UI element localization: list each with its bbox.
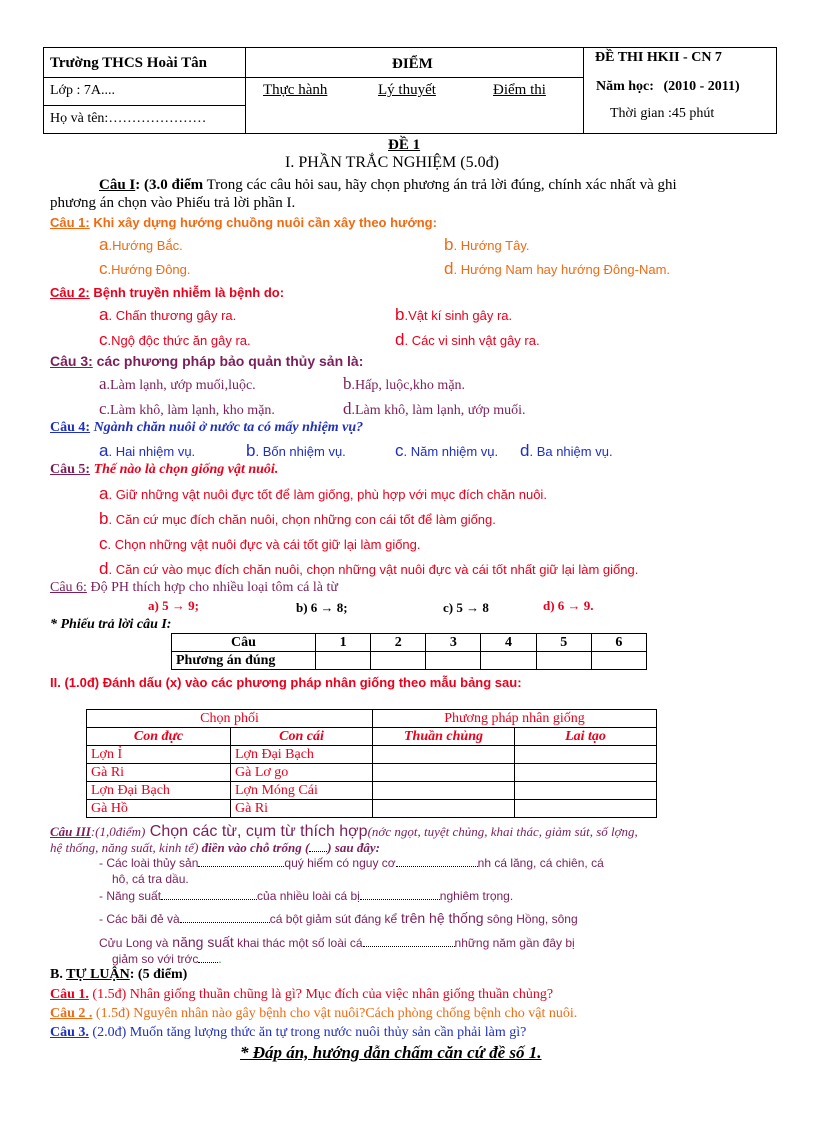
essay-q2: Câu 2 . (1.5đ) Nguyên nhân nào gây bệnh cho vật nuôi?Cách phòng chống bệnh cho vật nuôi. xyxy=(50,1006,578,1021)
question-5: Câu 5: Thế nào là chọn giống vật nuôi. xyxy=(50,462,279,477)
table-row xyxy=(87,746,657,764)
q2-option-b: b.Vật kí sinh gây ra. xyxy=(395,305,513,324)
fill-line-6: giảm so với trớc . xyxy=(112,952,222,966)
q5-option-c: c. Chọn những vật nuôi đực và cái tốt giữ lại làm giống. xyxy=(99,534,421,553)
table-cell: Lợn Đại Bạch xyxy=(231,746,373,764)
cau-iii-line1: Câu III:(1,0điểm) Chọn các từ, cụm từ thích hợp(nớc ngọt, tuyệt chủng, khai thác, giảm sút, số lợng, xyxy=(50,823,638,840)
answer-cell[interactable] xyxy=(536,652,591,670)
mark-cell[interactable] xyxy=(515,746,657,764)
breeding-table xyxy=(86,709,657,818)
q3-option-d: d.Làm khô, làm lạnh, ướp muối. xyxy=(343,399,526,418)
table-row xyxy=(172,634,647,652)
part1-title: I. PHẦN TRẮC NGHIỆM (5.0đ) xyxy=(285,154,499,171)
student-name-label: Họ và tên:………………… xyxy=(50,111,207,126)
table-cell: 1 xyxy=(316,634,371,652)
table-row xyxy=(87,710,657,728)
answer-cell[interactable] xyxy=(481,652,536,670)
answer-sheet-table xyxy=(171,633,647,670)
q5-option-a: a. Giữ những vật nuôi đực tốt để làm giống, phù hợp với mục đích chăn nuôi. xyxy=(99,484,547,503)
q5-option-d: d. Căn cứ vào mục đích chăn nuôi, chọn những vật nuôi đực và cái tốt nhất giữ lại làm giống. xyxy=(99,559,639,578)
mark-cell[interactable] xyxy=(373,800,515,818)
mark-cell[interactable] xyxy=(373,746,515,764)
q4-option-d: d. Ba nhiệm vụ. xyxy=(520,441,613,460)
school-year-label: Năm học: (2010 - 2011) xyxy=(596,79,740,94)
table-cell: 5 xyxy=(536,634,591,652)
table-cell: Gà Ri xyxy=(87,764,231,782)
q1-option-a: a.Hướng Bắc. xyxy=(99,235,183,254)
duration: Thời gian :45 phút xyxy=(610,106,715,121)
q6-option-c: c) 5 → 8 xyxy=(443,600,489,615)
mark-cell[interactable] xyxy=(515,800,657,818)
question-3: Câu 3: các phương pháp bảo quản thủy sản là: xyxy=(50,353,364,369)
answer-cell[interactable] xyxy=(591,652,646,670)
q6-option-a: a) 5 → 9; xyxy=(148,598,199,613)
q1-option-d: d. Hướng Nam hay hướng Đông-Nam. xyxy=(444,259,671,278)
table-cell: 3 xyxy=(426,634,481,652)
table-header: Phương pháp nhân giống xyxy=(373,710,657,728)
q6-option-b: b) 6 → 8; xyxy=(296,600,348,615)
table-header: Thuần chủng xyxy=(373,728,515,746)
score-col-theory: Lý thuyết xyxy=(378,82,436,98)
mark-cell[interactable] xyxy=(373,764,515,782)
de-title: ĐỀ 1 xyxy=(388,137,421,153)
blank[interactable] xyxy=(198,952,218,963)
table-cell: Gà Hồ xyxy=(87,800,231,818)
q2-option-c: c.Ngộ độc thức ăn gây ra. xyxy=(99,330,251,349)
class-label: Lớp : 7A.... xyxy=(50,83,115,98)
blank[interactable] xyxy=(396,856,478,867)
table-row xyxy=(87,800,657,818)
answer-sheet-title: * Phiếu trả lời câu I: xyxy=(50,617,172,632)
fill-line-2: hô, cá tra dầu. xyxy=(112,872,189,886)
q2-option-a: a. Chấn thương gây ra. xyxy=(99,305,237,324)
fill-line-4: - Các bãi đẻ và cá bột giảm sút đáng kể trên hệ thống sông Hồng, sông xyxy=(99,910,578,926)
essay-q3: Câu 3. (2.0đ) Muốn tăng lượng thức ăn tự trong nước nuôi thủy sản cần phải làm gì? xyxy=(50,1025,527,1040)
table-cell: 4 xyxy=(481,634,536,652)
answer-cell[interactable] xyxy=(426,652,481,670)
fill-line-1: - Các loài thủy sản quý hiếm có nguy cơ nh cá lăng, cá chiên, cá xyxy=(99,856,604,870)
cau-i-intro-2: phương án chọn vào Phiếu trả lời phần I. xyxy=(50,195,296,211)
table-row xyxy=(87,728,657,746)
score-col-practice: Thực hành xyxy=(263,82,328,98)
q4-option-a: a. Hai nhiệm vụ. xyxy=(99,441,196,460)
table-cell: Lợn Đại Bạch xyxy=(87,782,231,800)
answer-cell[interactable] xyxy=(316,652,371,670)
blank[interactable] xyxy=(363,936,455,947)
blank[interactable] xyxy=(180,912,270,923)
table-header: Con cái xyxy=(231,728,373,746)
q1-option-b: b. Hướng Tây. xyxy=(444,235,530,254)
mark-cell[interactable] xyxy=(373,782,515,800)
table-row xyxy=(87,764,657,782)
q3-option-a: a.Làm lạnh, ướp muối,luộc. xyxy=(99,374,256,393)
school-name: Trường THCS Hoài Tân xyxy=(50,55,207,71)
footer-note: * Đáp án, hướng dẫn chấm căn cứ đề số 1. xyxy=(240,1043,542,1062)
q1-option-c: c.Hướng Đông. xyxy=(99,259,191,278)
exam-title: ĐỀ THI HKII - CN 7 xyxy=(595,50,722,65)
mark-cell[interactable] xyxy=(515,782,657,800)
table-row xyxy=(172,652,647,670)
table-cell: 6 xyxy=(591,634,646,652)
score-col-exam: Điểm thi xyxy=(493,82,546,98)
fill-line-5: Cửu Long và năng suất khai thác một số loài cá những năm gần đây bị xyxy=(99,934,575,950)
table-cell: Câu xyxy=(172,634,316,652)
table-cell: Lợn Móng Cái xyxy=(231,782,373,800)
table-header: Chọn phối xyxy=(87,710,373,728)
q3-option-b: b.Hấp, luộc,kho mặn. xyxy=(343,374,466,393)
part2-title: II. (1.0đ) Đánh dấu (x) vào các phương pháp nhân giống theo mẫu bảng sau: xyxy=(50,675,522,690)
blank[interactable] xyxy=(198,856,284,867)
q5-option-b: b. Căn cứ mục đích chăn nuôi, chọn những con cái tốt để làm giống. xyxy=(99,509,496,528)
q6-option-d: d) 6 → 9. xyxy=(543,598,594,613)
cau-i-intro: Câu I: (3.0 điểm Trong các câu hỏi sau, hãy chọn phương án trả lời đúng, chính xác nhất và ghi xyxy=(99,177,677,193)
table-row xyxy=(87,782,657,800)
question-4: Câu 4: Ngành chăn nuôi ở nước ta có mấy nhiệm vụ? xyxy=(50,420,364,435)
q2-option-d: d. Các vi sinh vật gây ra. xyxy=(395,330,540,349)
table-header: Lai tạo xyxy=(515,728,657,746)
table-cell: 2 xyxy=(371,634,426,652)
blank[interactable] xyxy=(161,889,257,900)
table-cell: Gà Lơ go xyxy=(231,764,373,782)
partb-title: B. TỰ LUẬN: (5 điểm) xyxy=(50,967,188,982)
answer-cell[interactable] xyxy=(371,652,426,670)
table-cell: Phương án đúng xyxy=(172,652,316,670)
q4-option-b: b. Bốn nhiệm vụ. xyxy=(246,441,346,460)
mark-cell[interactable] xyxy=(515,764,657,782)
question-2: Câu 2: Bệnh truyền nhiễm là bệnh do: xyxy=(50,285,285,300)
blank[interactable] xyxy=(360,889,440,900)
question-1: Câu 1: Khi xây dựng hướng chuồng nuôi cần xây theo hướng: xyxy=(50,215,437,230)
fill-line-3: - Năng suất của nhiều loài cá bị nghiêm trọng. xyxy=(99,889,514,903)
q4-option-c: c. Năm nhiệm vụ. xyxy=(395,441,499,460)
table-header: Con đực xyxy=(87,728,231,746)
table-cell: Gà Ri xyxy=(231,800,373,818)
question-6: Câu 6: Độ PH thích hợp cho nhiều loại tôm cá là từ xyxy=(50,580,338,595)
cau-iii-line2: hệ thống, năng suất, kinh tế) điền vào chỗ trống ( ) sau đây: xyxy=(50,840,380,855)
score-title: ĐIỂM xyxy=(392,56,433,72)
essay-q1: Câu 1. (1.5đ) Nhân giống thuần chũng là gì? Mục đích của việc nhân giống thuần chủng? xyxy=(50,987,554,1002)
q3-option-c: c.Làm khô, làm lạnh, kho mặn. xyxy=(99,399,275,418)
table-cell: Lợn Ỉ xyxy=(87,746,231,764)
